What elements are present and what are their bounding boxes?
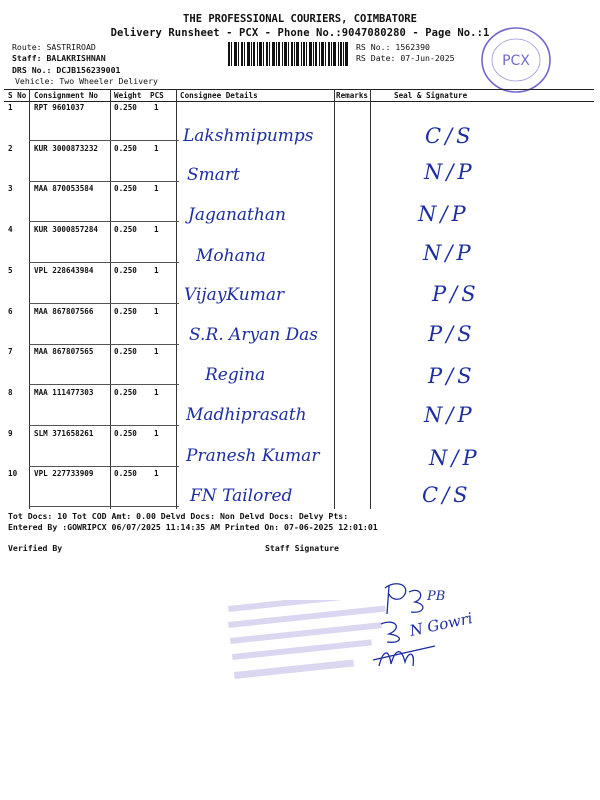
row-weight: 0.250 bbox=[114, 387, 137, 397]
staff-label: Staff: BALAKRISHNAN bbox=[12, 53, 106, 63]
vehicle-label: Vehicle: Two Wheeler Delivery bbox=[15, 76, 158, 86]
col-pcs: PCS bbox=[150, 91, 164, 100]
delivery-status: N/P bbox=[424, 160, 476, 184]
table-row bbox=[4, 222, 594, 263]
row-sno: 2 bbox=[8, 143, 13, 153]
handwritten-consignee: Jaganathan bbox=[188, 205, 286, 225]
row-pcs: 1 bbox=[154, 184, 159, 194]
delivery-status: P/S bbox=[428, 364, 476, 388]
row-weight: 0.250 bbox=[114, 225, 137, 235]
row-sno: 7 bbox=[8, 347, 13, 357]
col-consignee: Consignee Details bbox=[180, 91, 258, 100]
delivery-status: P/S bbox=[432, 282, 480, 306]
row-sno: 9 bbox=[8, 428, 13, 438]
row-sno: 1 bbox=[8, 103, 13, 112]
stamp-text: PCX bbox=[502, 53, 530, 69]
row-pcs: 1 bbox=[154, 428, 159, 438]
delivery-status: C/S bbox=[422, 483, 472, 507]
row-weight: 0.250 bbox=[114, 428, 137, 438]
handwritten-consignee: VijayKumar bbox=[184, 285, 285, 305]
row-sno: 6 bbox=[8, 306, 13, 316]
delivery-status: N/P bbox=[424, 403, 476, 427]
handwritten-signatures-icon bbox=[365, 580, 495, 680]
row-consignment: KUR 3000873232 bbox=[34, 143, 99, 153]
row-consignment: KUR 3000857284 bbox=[34, 225, 99, 235]
row-consignment: MAA 867807565 bbox=[34, 347, 94, 357]
table-row bbox=[4, 344, 594, 385]
row-consignment: MAA 867807566 bbox=[34, 306, 94, 316]
handwritten-consignee: Regina bbox=[205, 365, 266, 385]
row-pcs: 1 bbox=[154, 347, 159, 357]
row-weight: 0.250 bbox=[114, 103, 137, 112]
delivery-status: P/S bbox=[428, 322, 476, 346]
row-consignment: VPL 227733909 bbox=[34, 469, 94, 479]
col-sno: S No bbox=[8, 91, 27, 100]
row-sno: 5 bbox=[8, 265, 13, 275]
row-weight: 0.250 bbox=[114, 184, 137, 194]
handwritten-consignee: Pranesh Kumar bbox=[186, 446, 320, 466]
verified-by-label: Verified By bbox=[8, 543, 63, 553]
row-consignment: MAA 111477303 bbox=[34, 387, 94, 397]
handwritten-consignee: Mohana bbox=[196, 246, 266, 266]
drs-number: DRS No.: DCJB156239001 bbox=[12, 65, 121, 75]
row-consignment: SLM 371658261 bbox=[34, 428, 94, 438]
col-consignment: Consignment No bbox=[34, 91, 99, 100]
delivery-status: N/P bbox=[423, 241, 475, 265]
row-weight: 0.250 bbox=[114, 347, 137, 357]
row-weight: 0.250 bbox=[114, 143, 137, 153]
table-row bbox=[4, 141, 594, 182]
handwritten-consignee: FN Tailored bbox=[190, 486, 293, 506]
runsheet-subtitle: Delivery Runsheet - PCX - Phone No.:9047080280 - Page No.:1 bbox=[110, 27, 490, 39]
row-consignment: MAA 870053584 bbox=[34, 184, 94, 194]
col-remarks: Remarks bbox=[336, 91, 369, 100]
row-pcs: 1 bbox=[154, 225, 159, 235]
col-weight: Weight bbox=[114, 91, 142, 100]
row-pcs: 1 bbox=[154, 143, 159, 153]
row-pcs: 1 bbox=[154, 469, 159, 479]
col-seal-signature: Seal & Signature bbox=[394, 91, 468, 100]
totals-line: Tot Docs: 10 Tot COD Amt: 0.00 Delvd Docs: Non Delvd Docs: Delvy Pts: bbox=[8, 511, 349, 521]
signature-initials: PB bbox=[427, 589, 446, 604]
signature-name: N Gowri bbox=[408, 609, 475, 640]
row-pcs: 1 bbox=[154, 103, 159, 112]
row-sno: 3 bbox=[8, 184, 13, 194]
row-divider bbox=[29, 506, 179, 507]
staff-signature-label: Staff Signature bbox=[265, 543, 339, 553]
row-pcs: 1 bbox=[154, 387, 159, 397]
row-pcs: 1 bbox=[154, 306, 159, 316]
delivery-status: C/S bbox=[425, 124, 475, 148]
table-row bbox=[4, 466, 594, 507]
handwritten-consignee: Madhiprasath bbox=[186, 405, 307, 425]
row-weight: 0.250 bbox=[114, 306, 137, 316]
row-consignment: VPL 228643984 bbox=[34, 265, 94, 275]
row-sno: 8 bbox=[8, 387, 13, 397]
pcx-stamp-icon bbox=[478, 24, 554, 96]
row-pcs: 1 bbox=[154, 265, 159, 275]
route-label: Route: SASTRIROAD bbox=[12, 42, 96, 52]
handwritten-consignee: S.R. Aryan Das bbox=[189, 325, 319, 345]
row-weight: 0.250 bbox=[114, 469, 137, 479]
handwritten-consignee: Smart bbox=[187, 165, 240, 185]
delivery-status: N/P bbox=[418, 202, 470, 226]
row-sno: 10 bbox=[8, 469, 18, 479]
delivery-status: N/P bbox=[429, 446, 481, 470]
table-row bbox=[4, 181, 594, 222]
rs-date: RS Date: 07-Jun-2025 bbox=[356, 53, 455, 63]
handwritten-consignee: Lakshmipumps bbox=[183, 126, 314, 146]
row-consignment: RPT 9601037 bbox=[34, 103, 85, 112]
rs-number: RS No.: 1562390 bbox=[356, 42, 430, 52]
entered-by-line: Entered By :GOWRIPCX 06/07/2025 11:14:35 AM Printed On: 07-06-2025 12:01:01 bbox=[8, 522, 378, 532]
table-row bbox=[4, 263, 594, 304]
row-weight: 0.250 bbox=[114, 265, 137, 275]
barcode-icon bbox=[228, 42, 348, 66]
company-title: THE PROFESSIONAL COURIERS, COIMBATORE bbox=[183, 13, 417, 25]
row-sno: 4 bbox=[8, 225, 13, 235]
